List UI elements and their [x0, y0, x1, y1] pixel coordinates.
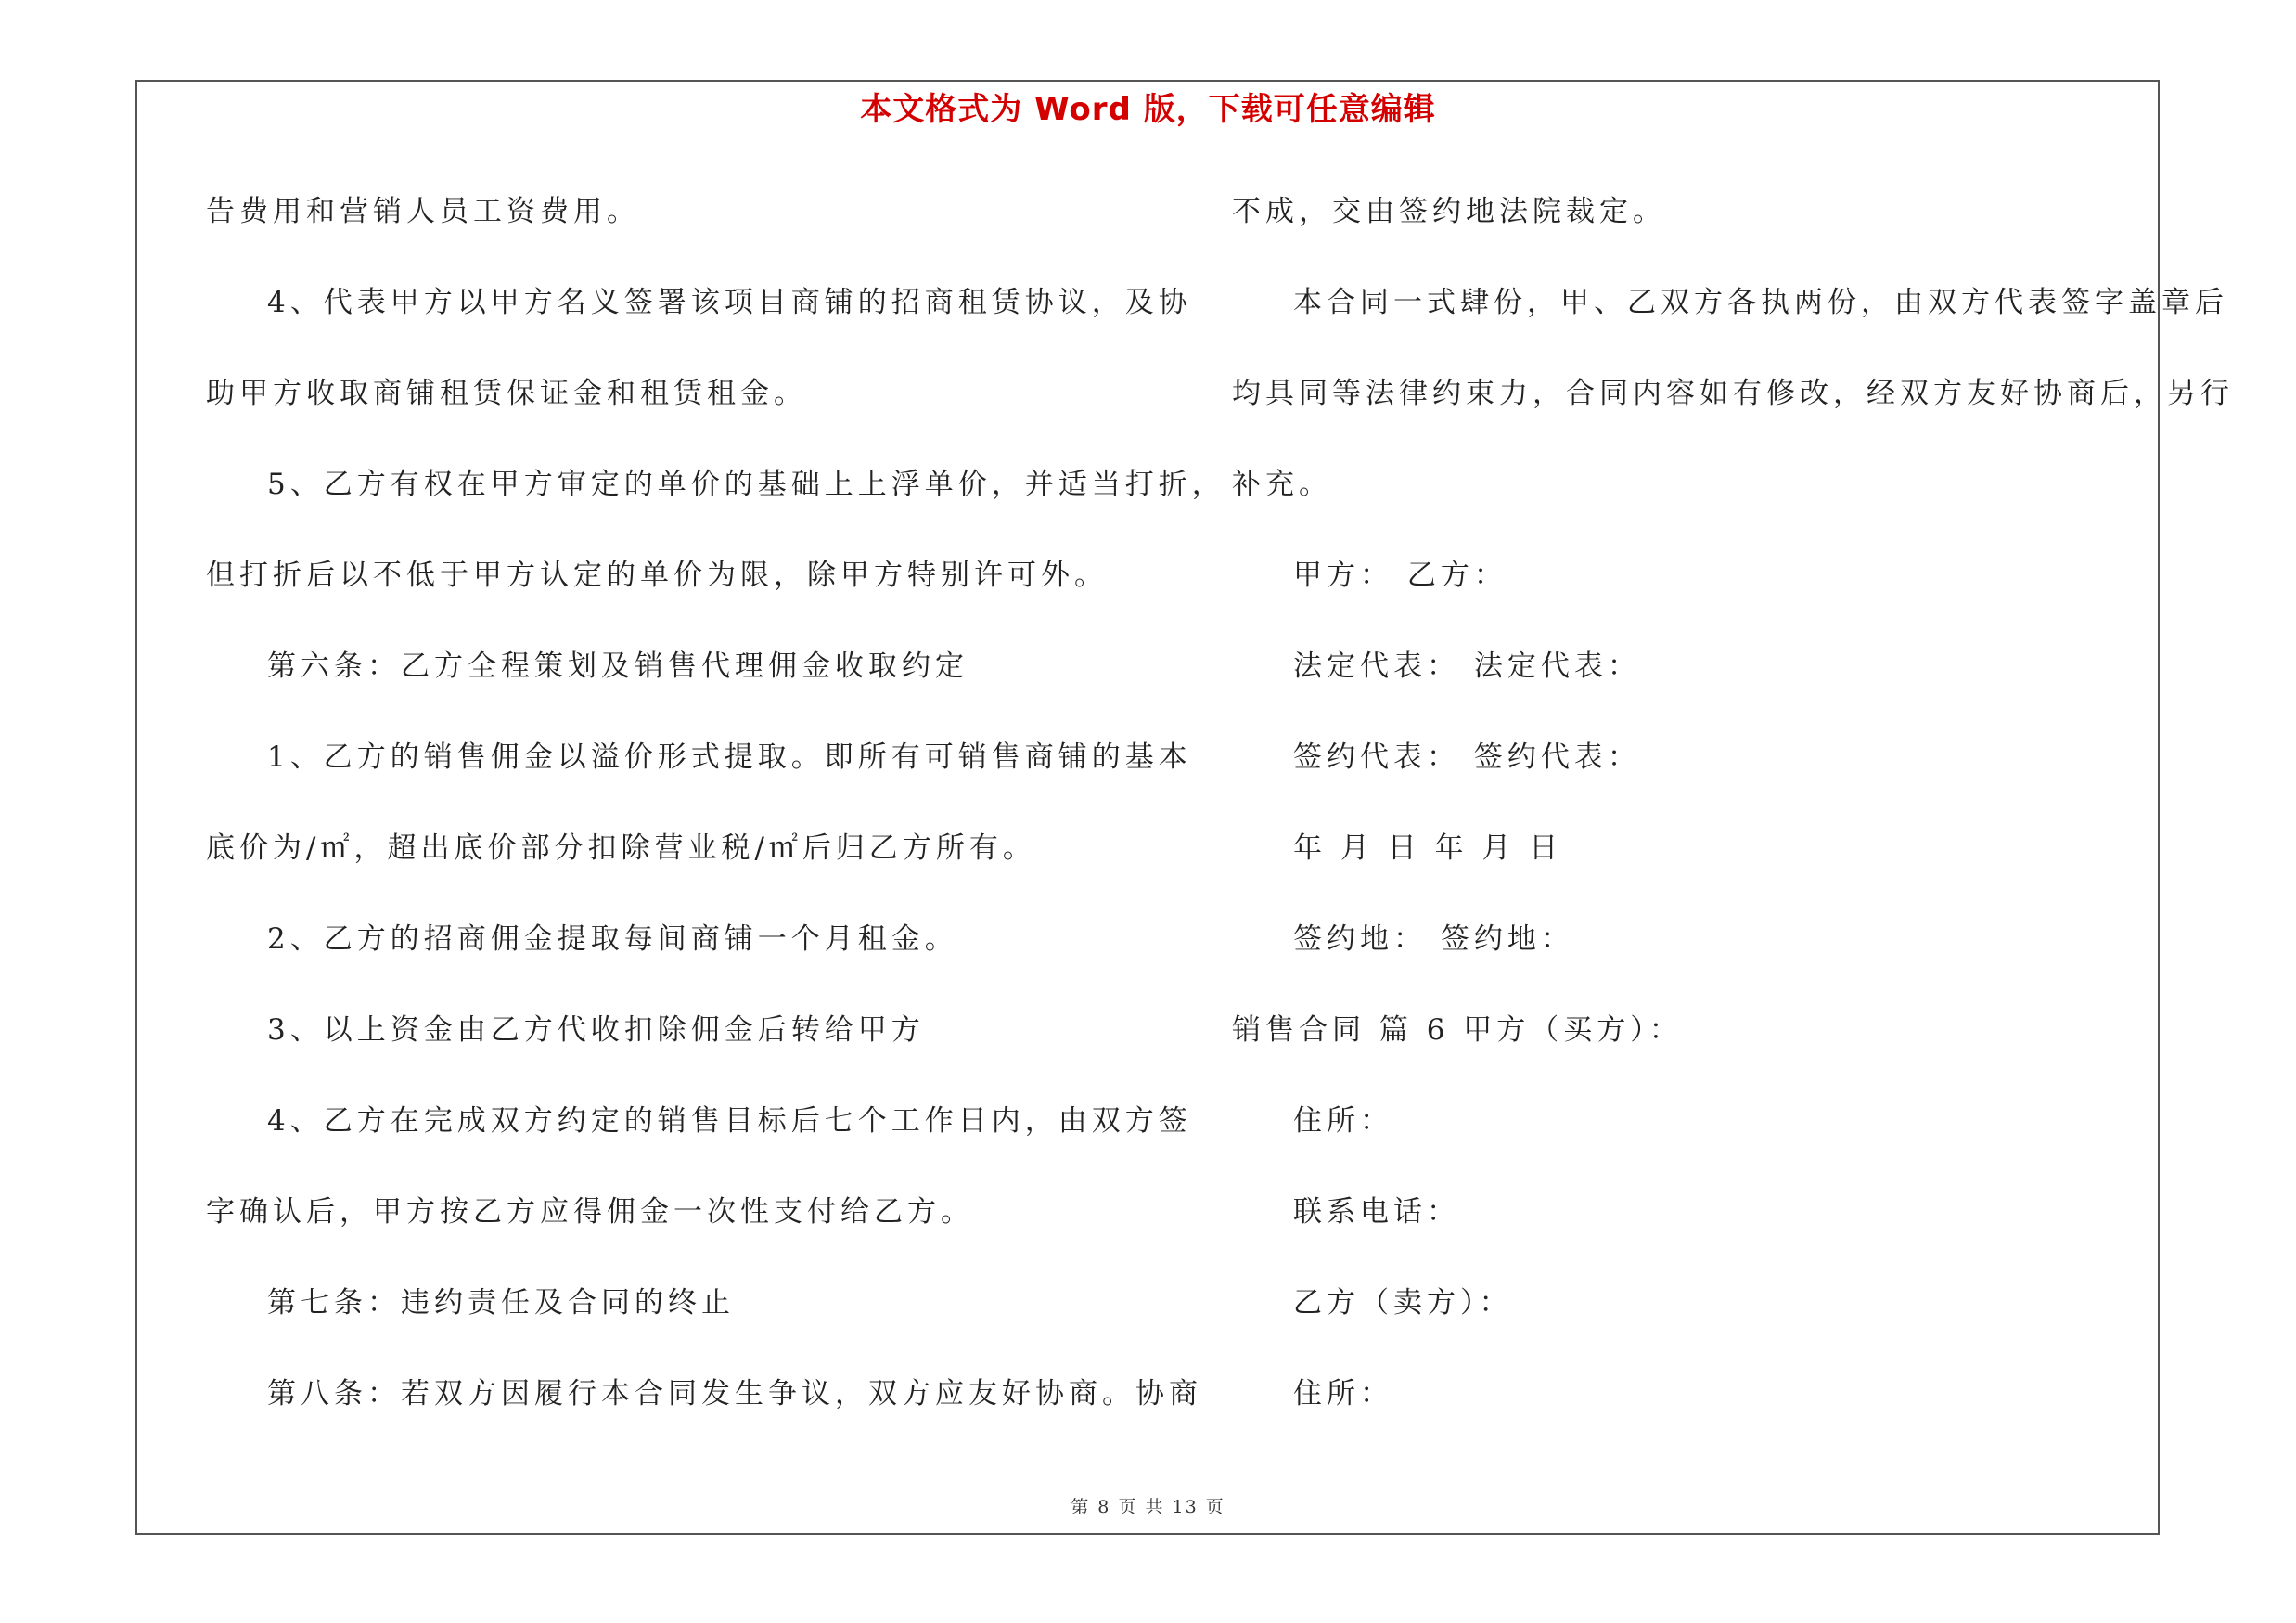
section-heading: 第八条：若双方因履行本合同发生争议，双方应友好协商。协商 [267, 1377, 1202, 1410]
paragraph-line: 但打折后以不低于甲方认定的单价为限，除甲方特别许可外。 [206, 559, 1108, 592]
paragraph-line: 告费用和营销人员工资费用。 [206, 195, 640, 228]
form-field-label: 联系电话： [1293, 1195, 1460, 1229]
paragraph-line: 底价为/㎡，超出底价部分扣除营业税/㎡后归乙方所有。 [206, 831, 1036, 865]
signature-legal-rep-line: 法定代表： 法定代表： [1293, 650, 1641, 683]
paragraph-line: 不成，交由签约地法院裁定。 [1232, 195, 1666, 228]
paragraph-line: 均具同等法律约束力，合同内容如有修改，经双方友好协商后，另行 [1232, 377, 2234, 410]
paragraph-line: 2、乙方的招商佣金提取每间商铺一个月租金。 [267, 922, 958, 956]
paragraph-line: 字确认后，甲方按乙方应得佣金一次性支付给乙方。 [206, 1195, 974, 1229]
header-banner: 本文格式为 Word 版，下载可任意编辑 [860, 91, 1436, 128]
page-number-footer: 第 8 页 共 13 页 [1071, 1497, 1225, 1517]
form-field-label: 住所： [1293, 1104, 1393, 1138]
signature-signing-rep-line: 签约代表： 签约代表： [1293, 741, 1641, 774]
signature-party-line: 甲方： 乙方： [1293, 559, 1507, 592]
section-heading: 第七条：违约责任及合同的终止 [267, 1286, 735, 1320]
paragraph-line: 助甲方收取商铺租赁保证金和租赁租金。 [206, 377, 807, 410]
paragraph-line: 1、乙方的销售佣金以溢价形式提取。即所有可销售商铺的基本 [267, 741, 1192, 774]
section-heading: 第六条：乙方全程策划及销售代理佣金收取约定 [267, 650, 968, 683]
paragraph-line: 4、乙方在完成双方约定的销售目标后七个工作日内，由双方签 [267, 1104, 1192, 1138]
paragraph-line: 补充。 [1232, 468, 1332, 501]
paragraph-line: 本合同一式肆份，甲、乙双方各执两份，由双方代表签字盖章后 [1293, 286, 2228, 319]
paragraph-line: 5、乙方有权在甲方审定的单价的基础上上浮单价，并适当打折， [267, 468, 1225, 501]
signature-place-line: 签约地： 签约地： [1293, 922, 1574, 956]
signature-date-line: 年 月 日 年 月 日 [1293, 831, 1563, 865]
contract-title-line: 销售合同 篇 6 甲方（买方）： [1232, 1013, 1683, 1047]
form-field-label: 乙方（卖方）： [1293, 1286, 1513, 1320]
paragraph-line: 4、代表甲方以甲方名义签署该项目商铺的招商租赁协议，及协 [267, 286, 1192, 319]
form-field-label: 住所： [1293, 1377, 1393, 1410]
paragraph-line: 3、以上资金由乙方代收扣除佣金后转给甲方 [267, 1013, 925, 1047]
